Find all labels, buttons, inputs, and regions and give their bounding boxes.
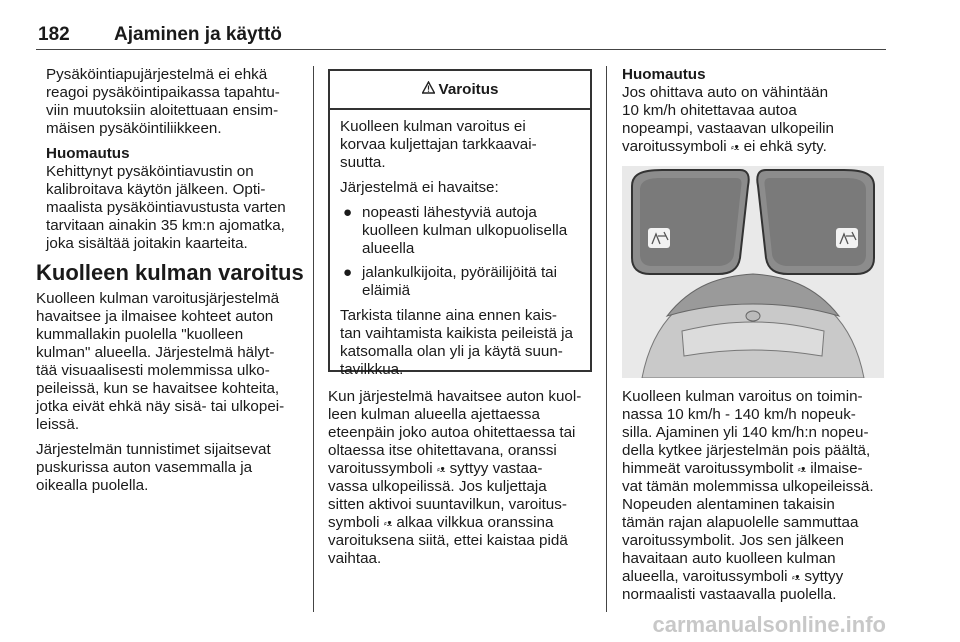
intro-paragraph: Pysäköintiapujärjestelmä ei ehkä reagoi pysäköintipaikassa tapahtu- viin muutoksiin aloitettuaan ensim- mäisen pysäköintiliikkeen. — [46, 66, 280, 137]
warning-triangle-icon — [422, 81, 435, 98]
blind-spot-symbol-icon: ⸗ᴥ — [797, 464, 807, 474]
blind-spot-symbol-icon: ⸗ᴥ — [436, 464, 446, 474]
page-number: 182 — [38, 24, 70, 45]
note-block — [36, 145, 304, 253]
note-text: Kehittynyt pysäköintiavustin on kalibroitava käytön jälkeen. Opti- maalista pysäköintiavustusta varten tarvitaan ainakin 35 km:n ajomatka, joka sisältää joitakin kaarteita. — [46, 163, 286, 252]
column-1 — [36, 66, 304, 502]
warning-paragraph-2: Järjestelmä ei havaitse: — [340, 179, 499, 196]
note-title: Huomautus — [622, 66, 706, 83]
blind-spot-symbol-icon: ⸗ᴥ — [791, 572, 801, 583]
blind-spot-symbol-icon: ⸗ᴥ — [383, 518, 393, 529]
section-paragraph-2: Järjestelmän tunnistimet sijaitsevat puskurissa auton vasemmalla ja oikealla puolella. — [36, 441, 271, 494]
section-heading: Kuolleen kulman varoitus — [36, 260, 304, 285]
car-rear-mirrors-illustration — [622, 166, 884, 378]
list-item: ● nopeasti lähestyviä autoja kuolleen kulman ulkopuolisella alueella — [343, 204, 568, 257]
warning-body — [330, 110, 590, 379]
column-divider-1 — [313, 66, 314, 612]
column-3-note: Huomautus Jos ohittava auto on vähintään 10 km/h ohitettavaa autoa nopeampi, vastaavan ulkopeilin varoitussymboli ⸗ᴥ ei ehkä syty. — [622, 66, 834, 156]
header-divider — [36, 49, 886, 50]
list-item: ● jalankulkijoita, pyöräilijöitä tai eläimiä — [343, 264, 558, 299]
section-paragraph-1: Kuolleen kulman varoitusjärjestelmä havaitsee ja ilmaisee kohteet auton kummallakin puolella "kuolleen kulman" alueella. Järjestelmä hälyt- tää visuaalisesti molemmissa ulko- peileissä, kun se havaitsee kohteita, jotka eivät ehkä näy sisä- tai ulkopei- leissä. — [36, 290, 285, 433]
warning-header — [330, 71, 590, 110]
warning-paragraph-1: Kuolleen kulman varoitus ei korvaa kuljettajan tarkkaavai- suutta. — [340, 118, 537, 171]
page-title: Ajaminen ja käyttö — [114, 24, 282, 45]
blind-spot-symbol-icon: ⸗ᴥ — [730, 142, 740, 152]
column-divider-2 — [606, 66, 607, 612]
warning-title: Varoitus — [438, 81, 499, 98]
column-3-text: Kuolleen kulman varoitus on toimin- nassa 10 km/h - 140 km/h nopeuk- silla. Ajaminen yli 140 km/h:n nopeu- della kytkee järjestelmän pois päältä, himmeät varoitussymbolit ⸗ᴥ ilmaise- vat tämän molemmissa ulkopeileissä. Nopeuden alentaminen takaisin tämän rajan alapuolelle sammuttaa varoitussymbolit. Jos sen jälkeen havaitaan auto kuolleen kulman alueella, varoitussymboli ⸗ᴥ syttyy normaalisti vastaavalla puolella. — [622, 388, 874, 604]
column-2-text: Kun järjestelmä havaitsee auton kuol- leen kulman alueella ajettaessa eteenpäin joko autoa ohitettaessa tai oltaessa itse ohitettavana, oranssi varoitussymboli ⸗ᴥ syttyy vastaa- vassa ulkopeilissä. Jos kuljettaja sitten aktivoi suuntavilkun, varoitus- symboli ⸗ᴥ alkaa vilkkua oranssina varoituksena siitä, ettei kaistaa pidä vaihtaa. — [328, 388, 582, 568]
warning-list — [340, 204, 582, 300]
watermark: carmanualsonline.info — [652, 612, 886, 637]
note-title: Huomautus — [46, 145, 130, 162]
warning-box — [328, 69, 592, 378]
warning-paragraph-3: Tarkista tilanne aina ennen kais- tan vaihtamista kaikista peileistä ja katsomalla olan yli ja käytä suun- tavilkkua. — [340, 307, 573, 378]
